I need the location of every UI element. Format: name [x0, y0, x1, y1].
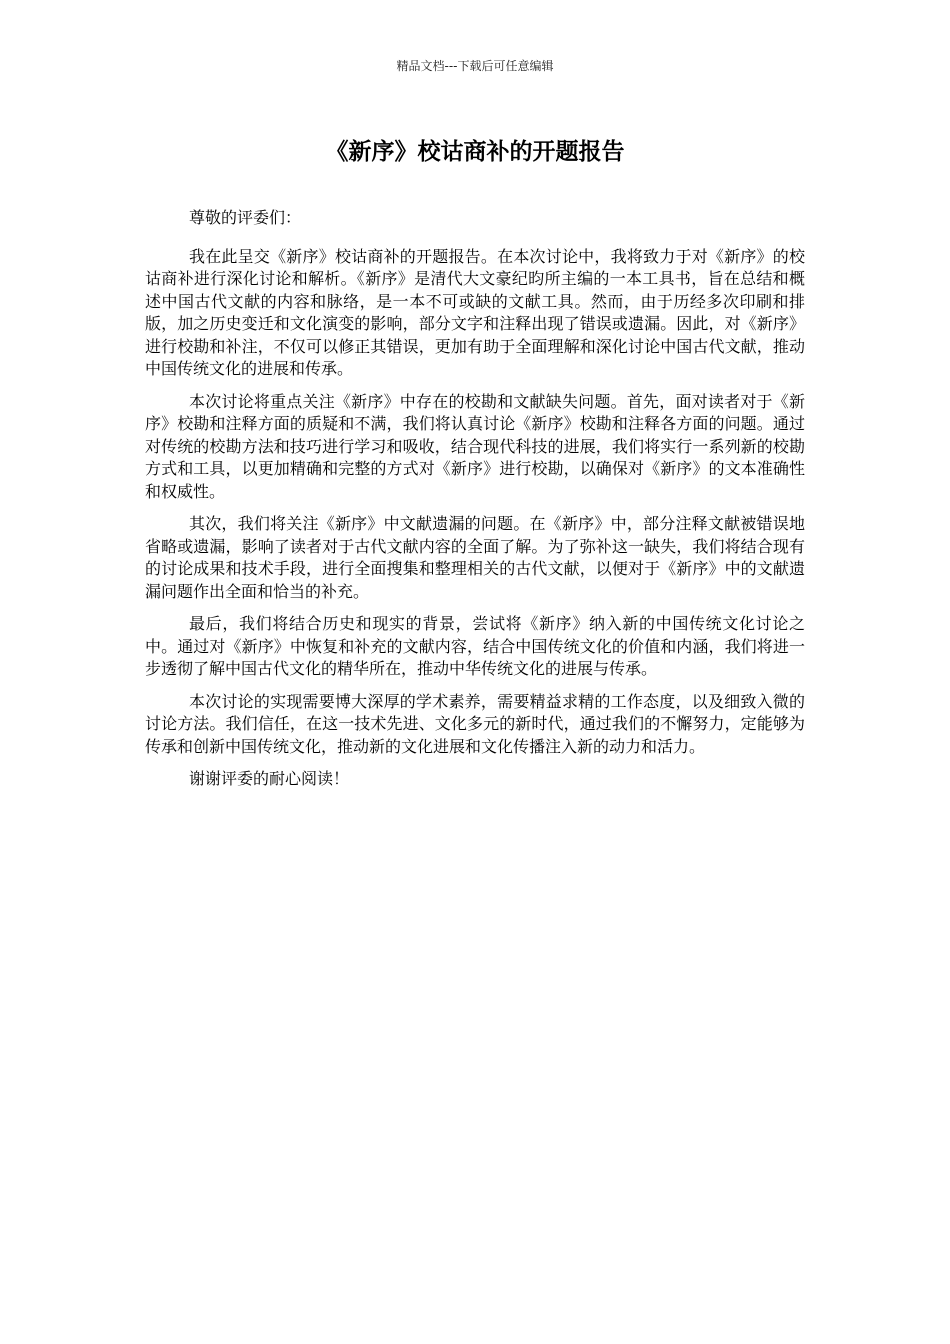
header-note: 精品文档---下载后可任意编辑 — [396, 59, 554, 73]
document-body — [145, 207, 805, 801]
paragraph-2: 本次讨论将重点关注《新序》中存在的校勘和文献缺失问题。首先，面对读者对于《新序》校勘和注释方面的质疑和不满，我们将认真讨论《新序》校勘和注释各方面的问题。通过对传统的校勘方法和技巧进行学习和吸收，结合现代科技的进展，我们将实行一系列新的校勘方式和工具，以更加精确和完整的方式对《新序》进行校勘，以确保对《新序》的文本准确性和权威性。 — [145, 391, 805, 501]
paragraph-4: 最后，我们将结合历史和现实的背景，尝试将《新序》纳入新的中国传统文化讨论之中。通过对《新序》中恢复和补充的文献内容，结合中国传统文化的价值和内涵，我们将进一步透彻了解中国古代文化的精华所在，推动中华传统文化的进展与传承。 — [145, 614, 805, 678]
paragraph-3: 其次，我们将关注《新序》中文献遗漏的问题。在《新序》中，部分注释文献被错误地省略或遗漏，影响了读者对于古代文献内容的全面了解。为了弥补这一缺失，我们将结合现有的讨论成果和技术手段，进行全面搜集和整理相关的古代文献，以便对于《新序》中的文献遗漏问题作出全面和恰当的补充。 — [145, 514, 805, 601]
paragraph-5: 本次讨论的实现需要博大深厚的学术素养，需要精益求精的工作态度，以及细致入微的讨论方法。我们信任，在这一技术先进、文化多元的新时代，通过我们的不懈努力，定能够为传承和创新中国传统文化，推动新的文化进展和文化传播注入新的动力和活力。 — [145, 691, 805, 756]
document-title: 《新序》校诂商补的开题报告 — [325, 139, 625, 165]
paragraph-1: 我在此呈交《新序》校诂商补的开题报告。在本次讨论中，我将致力于对《新序》的校诂商补进行深化讨论和解析。《新序》是清代大文豪纪昀所主编的一本工具书，旨在总结和概述中国古代文献的内容和脉络，是一本不可或缺的文献工具。然而，由于历经多次印刷和排版，加之历史变迁和文化演变的影响，部分文字和注释出现了错误或遗漏。因此，对《新序》进行校勘和补注，不仅可以修正其错误，更加有助于全面理解和深化讨论中国古代文献，推动中国传统文化的进展和传承。 — [145, 246, 805, 378]
closing-line: 谢谢评委的耐心阅读！ — [189, 769, 350, 788]
salutation: 尊敬的评委们： — [189, 208, 302, 227]
